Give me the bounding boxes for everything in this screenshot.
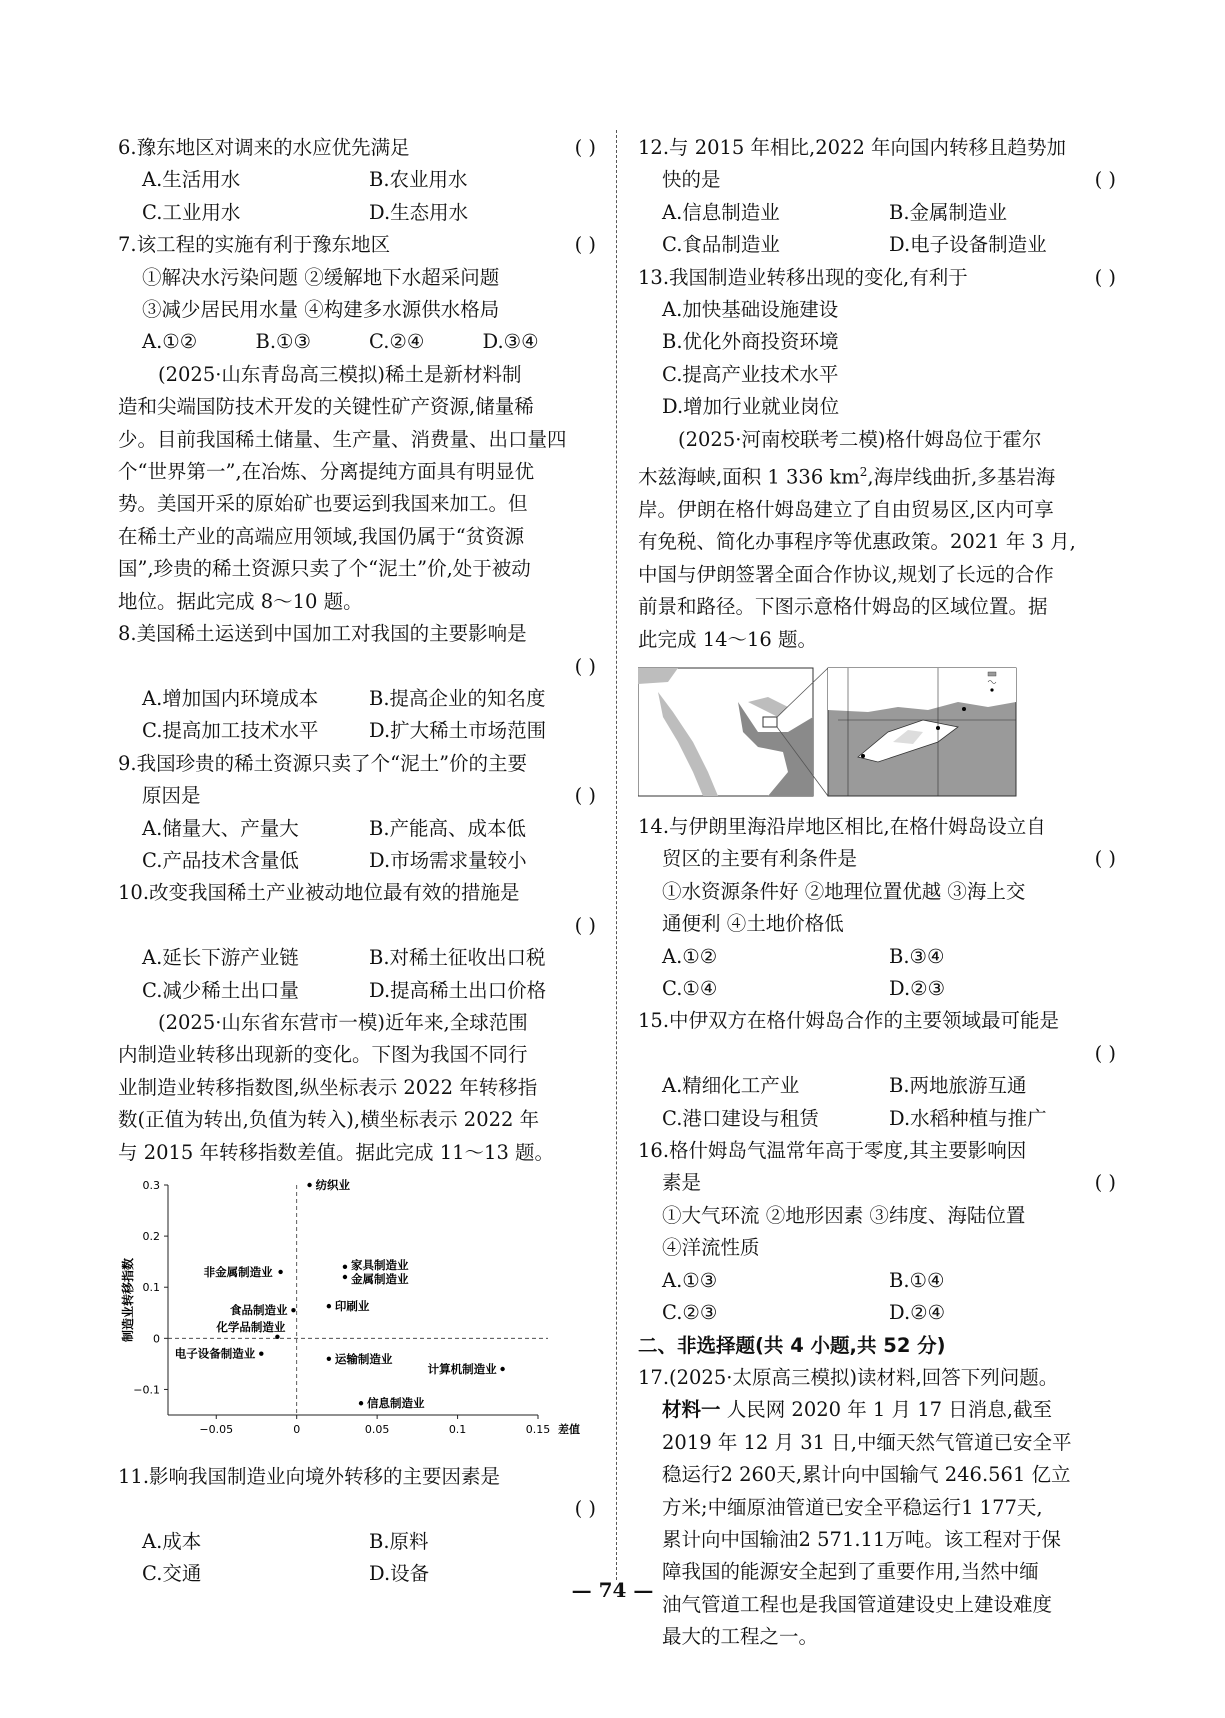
passage-rare-earth: [118, 359, 596, 618]
option-d: D.电子设备制造业: [889, 233, 1047, 257]
option-b: B.产能高、成本低: [369, 816, 527, 840]
question-17: 17.(2025·太原高三模拟)读材料,回答下列问题。: [638, 1365, 1059, 1389]
passage-text: 木兹海峡,面积 1 336 km: [638, 465, 860, 489]
option-c: C.①④: [662, 977, 718, 1001]
passage-line: (2025·山东青岛高三模拟)稀土是新材料制: [158, 362, 522, 386]
scatter-chart-svg: [118, 1175, 596, 1455]
data-label: 家具制造业: [350, 1257, 409, 1272]
city-marker: [861, 754, 865, 758]
left-column: [118, 132, 596, 1591]
superscript: 2: [859, 465, 868, 480]
legend-water-icon: [988, 672, 996, 676]
x-tick-label: 0: [293, 1423, 301, 1436]
passage-line: 国”,珍贵的稀土资源只卖了个“泥土”价,处于被动: [118, 557, 531, 581]
q11-options: [118, 1526, 596, 1558]
option-d: D.扩大稀土市场范围: [369, 719, 547, 743]
answer-paren: ( ): [574, 654, 596, 678]
option-c: C.②④: [369, 330, 425, 354]
q14-line2: [638, 843, 1116, 875]
answer-paren: ( ): [574, 784, 596, 808]
q12-options: [638, 197, 1116, 229]
option-c: C.食品制造业: [662, 233, 780, 257]
passage-line: 业制造业转移指数图,纵坐标表示 2022 年转移指: [118, 1075, 538, 1099]
data-point: [275, 1335, 279, 1339]
option-a: A.加快基础设施建设: [662, 298, 839, 322]
option-d: D.市场需求量较小: [369, 848, 527, 872]
city-marker: [936, 726, 940, 730]
q14-items-1: ①水资源条件好 ②地理位置优越 ③海上交: [662, 879, 1026, 903]
data-point: [500, 1367, 504, 1371]
option-d: D.②④: [889, 1301, 946, 1325]
data-label: 运输制造业: [334, 1351, 393, 1366]
x-tick-label: 0.05: [364, 1423, 390, 1436]
section-heading: 二、非选择题(共 4 小题,共 52 分): [638, 1333, 946, 1357]
city-marker: [962, 707, 966, 711]
option-b: B.优化外商投资环境: [662, 330, 839, 354]
data-point: [259, 1351, 263, 1355]
data-point: [327, 1357, 331, 1361]
passage-line: 少。目前我国稀土储量、生产量、消费量、出口量四: [118, 427, 567, 451]
x-tick-label: 0.1: [448, 1423, 467, 1436]
question-8: 8.美国稀土运送到中国加工对我国的主要影响是: [118, 622, 527, 646]
option-c: C.提高加工技术水平: [142, 719, 319, 743]
answer-paren: ( ): [1094, 1171, 1116, 1195]
option-b: B.①④: [889, 1268, 945, 1292]
q16-items-2: ④洋流性质: [662, 1236, 760, 1260]
answer-paren: ( ): [1094, 1041, 1116, 1065]
option-d: D.③④: [482, 330, 539, 354]
passage-line: 势。美国开采的原始矿也要运到我国来加工。但: [118, 492, 528, 516]
answer-paren: ( ): [574, 233, 596, 257]
q16-items-1: ①大气环流 ②地形因素 ③纬度、海陆位置: [662, 1203, 1026, 1227]
question-9: 9.我国珍贵的稀土资源只卖了个“泥土”价的主要: [118, 751, 528, 775]
passage-line: 此完成 14～16 题。: [638, 627, 818, 651]
q16-options-2: [638, 1297, 1116, 1329]
option-d: D.增加行业就业岗位: [662, 395, 840, 419]
option-c: C.提高产业技术水平: [662, 362, 839, 386]
option-b: B.金属制造业: [889, 200, 1008, 224]
passage-qeshm: [638, 424, 1116, 656]
passage-line: 有免税、简化办事程序等优惠政策。2021 年 3 月,: [638, 530, 1076, 554]
q6-options-2: [118, 197, 596, 229]
q14-options-2: [638, 973, 1116, 1005]
question-16: 16.格什姆岛气温常年高于零度,其主要影响因: [638, 1139, 1027, 1163]
passage-line: [638, 456, 1116, 494]
option-b: B.两地旅游互通: [889, 1074, 1027, 1098]
material-text: 人民网 2020 年 1 月 17 日消息,截至: [720, 1398, 1052, 1422]
material-line: 方米;中缅原油管道已安全平稳运行1 177天,: [662, 1495, 1043, 1519]
data-point: [343, 1265, 347, 1269]
question-7: [118, 229, 596, 261]
data-label: 化学品制造业: [216, 1319, 286, 1334]
passage-line: 地位。据此完成 8～10 题。: [118, 589, 363, 613]
data-label: 印刷业: [334, 1299, 370, 1314]
q16-line2: [638, 1167, 1116, 1199]
passage-line: (2025·河南校联考二模)格什姆岛位于霍尔: [678, 427, 1042, 451]
q9-line2: [118, 780, 596, 812]
option-b: B.①③: [255, 330, 311, 354]
y-tick-label: 0.2: [142, 1230, 160, 1244]
option-b: B.提高企业的知名度: [369, 686, 546, 710]
option-a: A.储量大、产量大: [142, 816, 299, 840]
material-label: 材料一: [662, 1398, 721, 1422]
option-c: C.②③: [662, 1301, 718, 1325]
option-c: C.港口建设与租赁: [662, 1106, 819, 1130]
data-point: [291, 1308, 295, 1312]
data-label: 非金属制造业: [203, 1264, 273, 1279]
passage-line: 前景和路径。下图示意格什姆岛的区域位置。据: [638, 595, 1048, 619]
question-15: 15.中伊双方在格什姆岛合作的主要领域最可能是: [638, 1009, 1060, 1033]
option-b: B.对稀土征收出口税: [369, 946, 546, 970]
material-line: 2019 年 12 月 31 日,中缅天然气管道已安全平: [662, 1430, 1072, 1454]
q12-options-2: [638, 229, 1116, 261]
option-c: C.产品技术含量低: [142, 848, 299, 872]
q15-options: [638, 1070, 1116, 1102]
option-a: A.生活用水: [142, 168, 241, 192]
q10-options-2: [118, 975, 596, 1007]
question-stem: 13.我国制造业转移出现的变化,有利于: [638, 265, 968, 289]
material-line: 累计向中国输油2 571.11万吨。该工程对于保: [662, 1527, 1061, 1551]
q9-options-2: [118, 845, 596, 877]
y-tick-label: 0: [153, 1332, 160, 1346]
passage-manufacturing: [118, 1007, 596, 1169]
q9-options: [118, 813, 596, 845]
x-tick-label: −0.05: [199, 1423, 234, 1436]
question-11: 11.影响我国制造业向境外转移的主要因素是: [118, 1465, 501, 1488]
question-stem: 7.该工程的实施有利于豫东地区: [118, 233, 391, 257]
material-line: 稳运行2 260天,累计向中国输气 246.561 亿立: [662, 1463, 1071, 1487]
material-line: 油气管道工程也是我国管道建设史上建设难度: [662, 1592, 1053, 1616]
question-stem: 贸区的主要有利条件是: [662, 847, 858, 871]
legend-city-icon: [990, 688, 993, 691]
option-c: C.交通: [142, 1562, 202, 1586]
y-tick-label: 0.1: [142, 1281, 160, 1295]
q7-items-2: ③减少居民用水量 ④构建多水源供水格局: [142, 298, 500, 322]
mainland-north: [828, 668, 1016, 712]
q8-options-2: [118, 715, 596, 747]
passage-line: 岸。伊朗在格什姆岛建立了自由贸易区,区内可享: [638, 497, 1054, 521]
option-d: D.设备: [369, 1562, 430, 1586]
q14-items-2: 通便利 ④土地价格低: [662, 912, 844, 936]
passage-line: (2025·山东省东营市一模)近年来,全球范围: [158, 1010, 528, 1034]
data-label: 信息制造业: [367, 1396, 425, 1411]
question-14: 14.与伊朗里海沿岸地区相比,在格什姆岛设立自: [638, 815, 1046, 838]
x-tick-label: 0.15: [525, 1423, 551, 1436]
option-d: D.②③: [889, 977, 946, 1001]
option-a: A.成本: [142, 1529, 202, 1553]
option-a: A.增加国内环境成本: [142, 686, 319, 710]
option-a: A.延长下游产业链: [142, 946, 299, 970]
data-label: 计算机制造业: [427, 1362, 497, 1376]
q6-options: [118, 164, 596, 196]
question-stem: 快的是: [662, 168, 721, 192]
q16-options: [638, 1265, 1116, 1297]
map-svg: [638, 662, 1018, 802]
y-tick-label: 0.3: [142, 1179, 160, 1192]
option-a: A.①②: [662, 944, 718, 968]
option-d: D.提高稀土出口价格: [369, 978, 547, 1002]
data-point: [359, 1401, 363, 1405]
answer-paren: ( ): [1094, 265, 1116, 289]
material-line: 障我国的能源安全起到了重要作用,当然中缅: [662, 1560, 1039, 1584]
answer-paren: ( ): [574, 913, 596, 937]
answer-paren: ( ): [574, 1497, 596, 1521]
option-a: A.信息制造业: [662, 200, 780, 224]
y-tick-label: −0.1: [133, 1383, 160, 1397]
answer-paren: ( ): [1094, 847, 1116, 871]
option-b: B.农业用水: [369, 168, 468, 192]
passage-line: 内制造业转移出现新的变化。下图为我国不同行: [118, 1043, 528, 1067]
q7-items-1: ①解决水污染问题 ②缓解地下水超采问题: [142, 265, 500, 289]
data-point: [343, 1275, 347, 1279]
data-label: 纺织业: [315, 1178, 351, 1192]
data-label: 食品制造业: [229, 1303, 288, 1318]
passage-text: ,海岸线曲折,多基岩海: [867, 465, 1056, 489]
question-12: 12.与 2015 年相比,2022 年向国内转移且趋势加: [638, 136, 1067, 159]
question-stem: 素是: [662, 1171, 702, 1195]
passage-line: 中国与伊朗签署全面合作协议,规划了长远的合作: [638, 562, 1054, 586]
y-axis-label: 制造业转移指数: [121, 1257, 135, 1343]
x-axis-label: 差值: [558, 1423, 580, 1436]
option-a: A.①③: [662, 1268, 718, 1292]
option-b: B.原料: [369, 1529, 429, 1553]
option-d: D.水稻种植与推广: [889, 1106, 1047, 1130]
q12-line2: [638, 164, 1116, 196]
passage-line: 个“世界第一”,在冶炼、分离提纯方面具有明显优: [118, 460, 535, 484]
passage-line: 数(正值为转出,负值为转入),横坐标表示 2022 年: [118, 1108, 540, 1132]
question-13: [638, 262, 1116, 294]
q7-options: [118, 326, 596, 358]
page-number: — 74 —: [571, 1578, 654, 1602]
option-a: A.①②: [142, 330, 198, 354]
data-label: 金属制造业: [350, 1272, 409, 1286]
option-a: A.精细化工产业: [662, 1074, 800, 1098]
qeshm-location-map: [638, 662, 1116, 807]
passage-line: 造和尖端国防技术开发的关键性矿产资源,储量稀: [118, 395, 534, 419]
q8-options: [118, 683, 596, 715]
question-10: 10.改变我国稀土产业被动地位最有效的措施是: [118, 881, 520, 905]
q15-options-2: [638, 1103, 1116, 1135]
passage-line: 在稀土产业的高端应用领域,我国仍属于“贫资源: [118, 524, 525, 548]
answer-paren: ( ): [574, 136, 596, 159]
answer-paren: ( ): [1094, 168, 1116, 192]
transfer-index-chart: [118, 1175, 596, 1455]
data-label: 电子设备制造业: [174, 1346, 256, 1361]
right-column: [638, 132, 1116, 1654]
option-c: C.减少稀土出口量: [142, 978, 299, 1002]
option-b: B.③④: [889, 944, 945, 968]
q14-options: [638, 941, 1116, 973]
data-point: [307, 1183, 311, 1187]
q10-options: [118, 942, 596, 974]
data-point: [327, 1304, 331, 1308]
option-c: C.工业用水: [142, 200, 241, 224]
data-point: [278, 1270, 282, 1274]
q17-material-line1: [638, 1394, 1116, 1426]
material-line: 最大的工程之一。: [662, 1625, 819, 1649]
question-6: [118, 132, 596, 164]
question-stem: 6.豫东地区对调来的水应优先满足: [118, 136, 410, 159]
passage-line: 与 2015 年转移指数差值。据此完成 11～13 题。: [118, 1140, 555, 1164]
column-divider: [616, 130, 617, 1580]
option-d: D.生态用水: [369, 200, 469, 224]
question-stem: 原因是: [142, 784, 201, 808]
